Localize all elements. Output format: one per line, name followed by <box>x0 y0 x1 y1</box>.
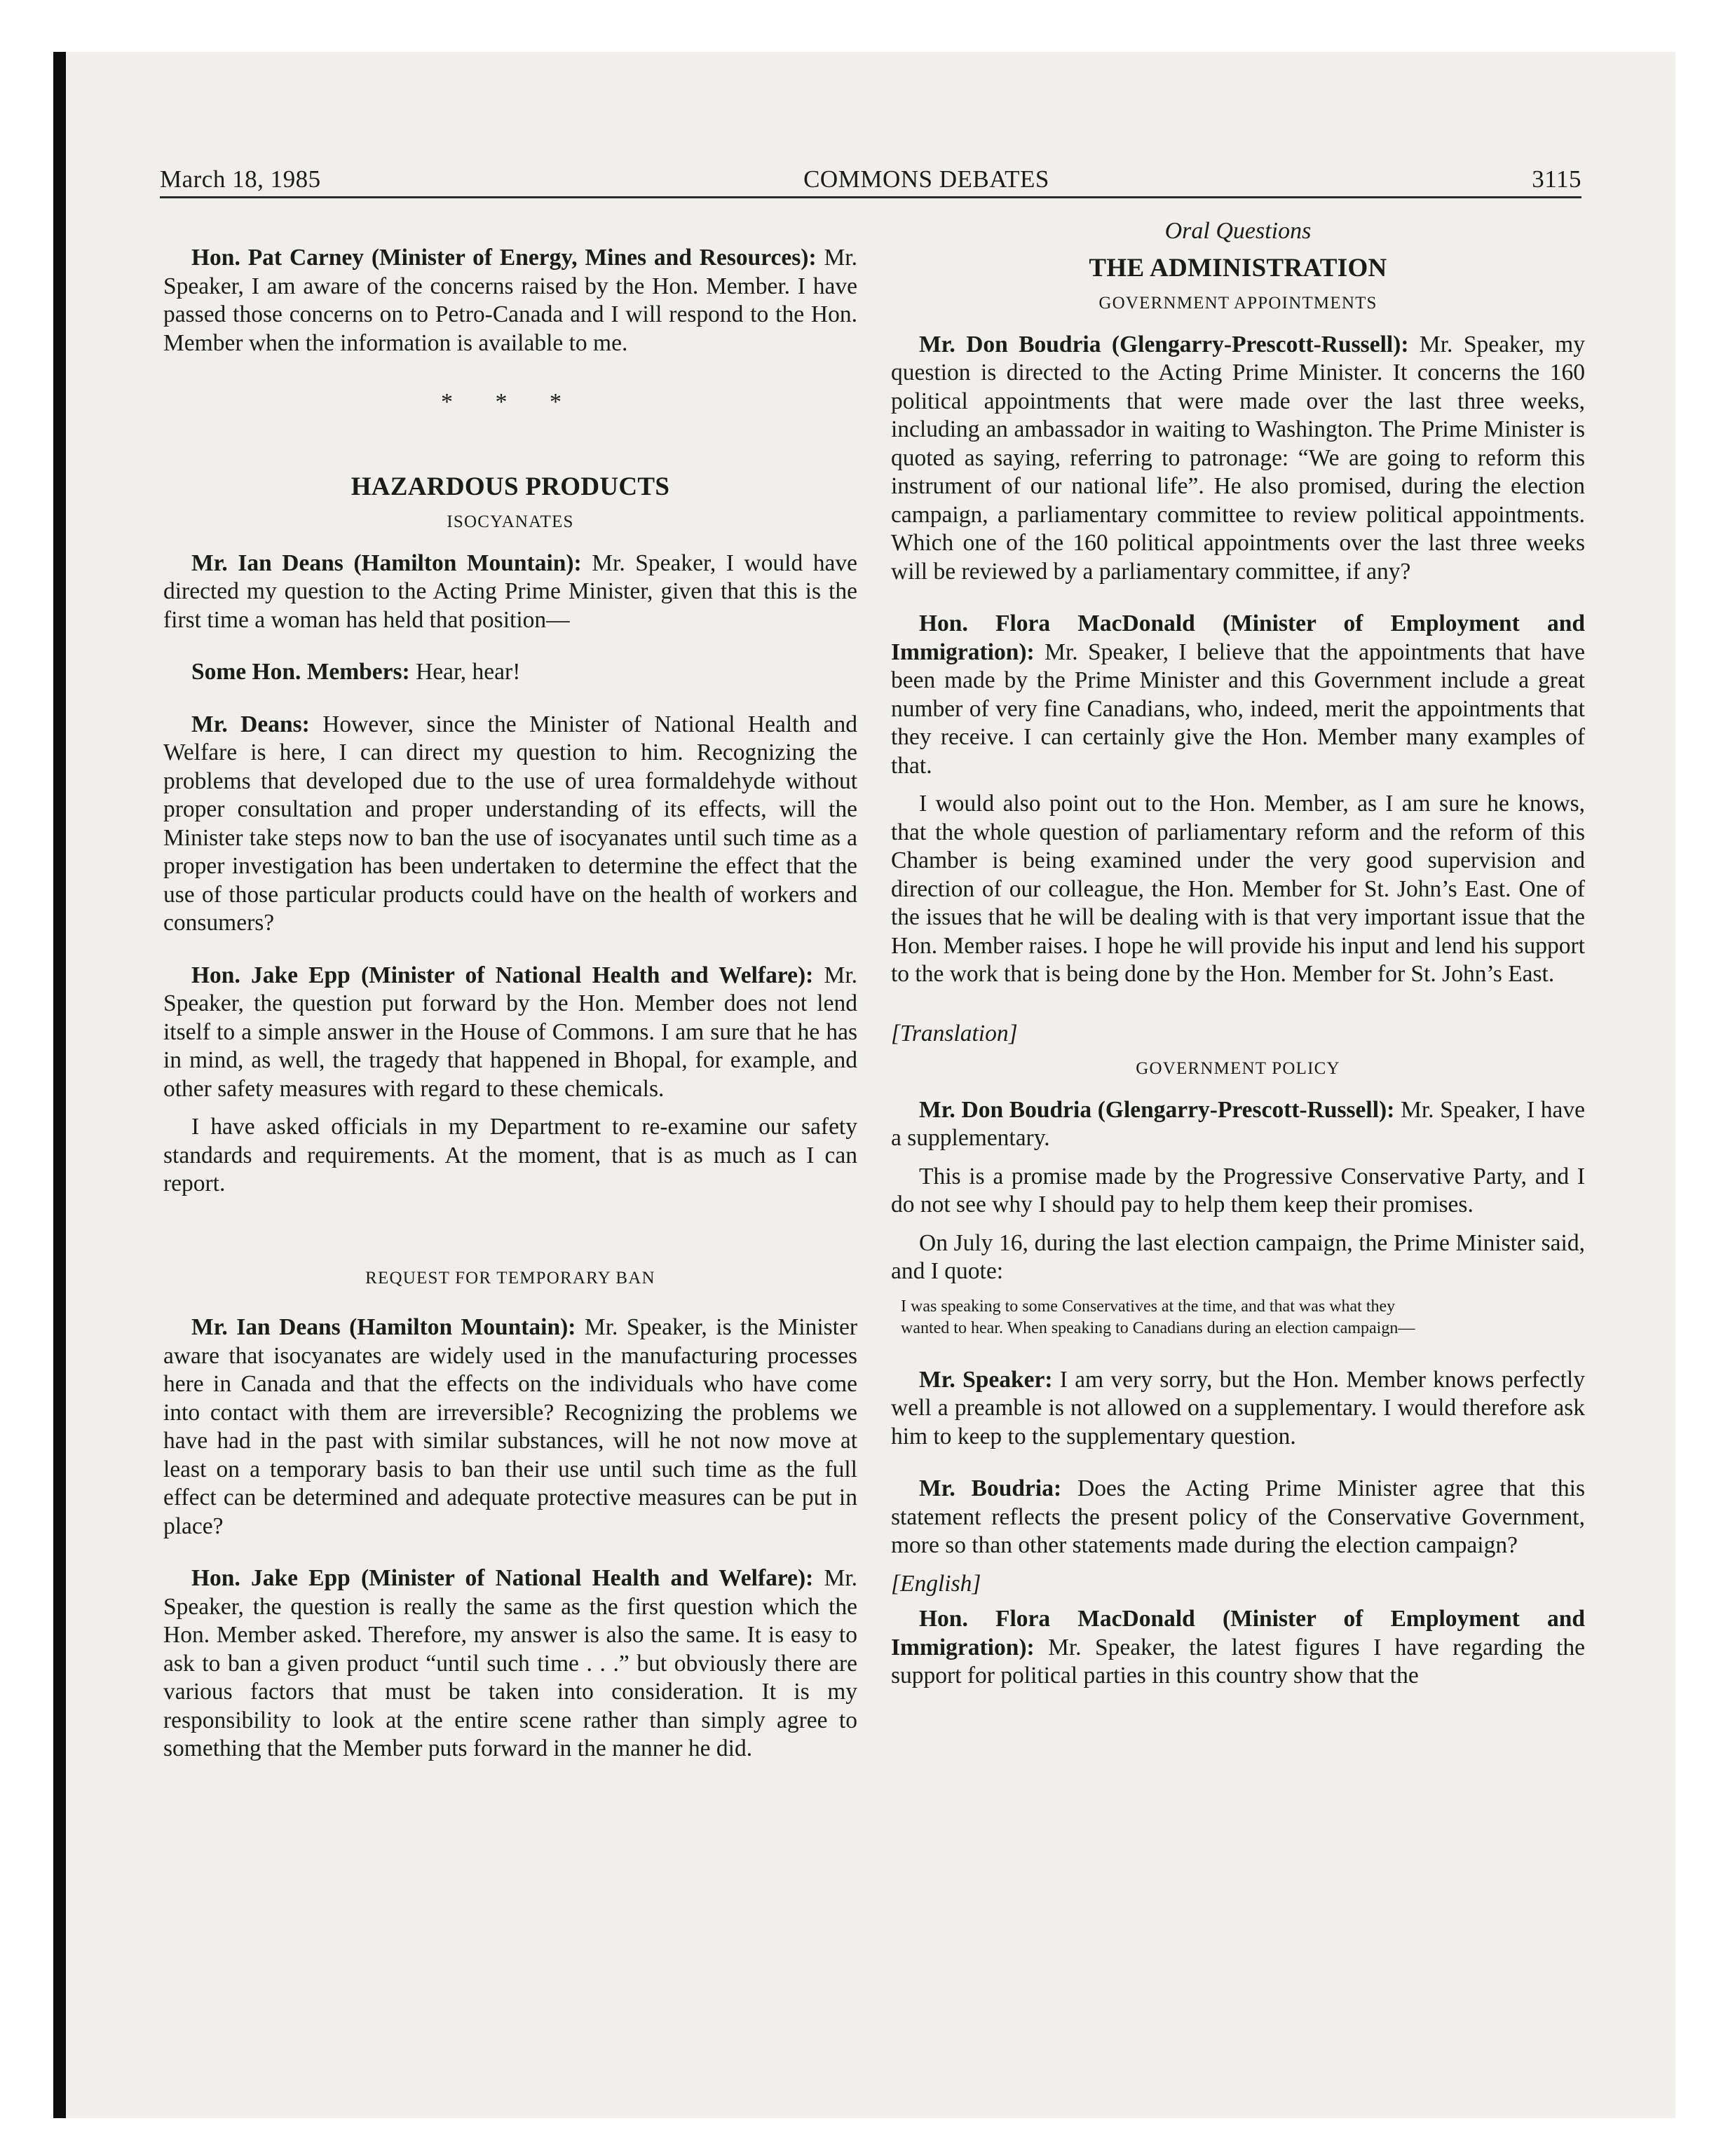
paragraph <box>891 1366 1585 1452</box>
speaker-name: Mr. Deans: <box>191 711 310 737</box>
paragraph <box>163 1314 857 1541</box>
speaker-name: Hon. Jake Epp (Minister of National Health and Welfare): <box>191 1565 814 1591</box>
header-date: March 18, 1985 <box>160 165 321 193</box>
paragraph: This is a promise made by the Progressive Conservative Party, and I do not see why I should pay to help them keep their promises. <box>891 1163 1585 1217</box>
speaker-name: Hon. Flora MacDonald (Minister of Employment and Immigration): <box>891 610 1585 665</box>
speaker-name: Mr. Don Boudria (Glengarry-Prescott-Russell): <box>919 331 1409 357</box>
paragraph <box>163 962 857 1104</box>
paragraph <box>163 1564 857 1763</box>
paragraph <box>891 331 1585 587</box>
paragraph: I have asked officials in my Department to re-examine our safety standards and requirements. At the moment, that is as much as I can report. <box>163 1114 857 1196</box>
paragraph <box>163 658 857 687</box>
speech-text: Does the Acting Prime Minister agree that this statement reflects the present policy of the Conservative Government, more so than other statements made during the election campaign? <box>891 1475 1585 1558</box>
speech-text: Hear, hear! <box>409 659 521 685</box>
header-title: COMMONS DEBATES <box>803 165 1049 193</box>
speaker-name: Hon. Pat Carney (Minister of Energy, Mines and Resources): <box>191 245 817 271</box>
header-page-number: 3115 <box>1532 165 1581 193</box>
speech-text: Mr. Speaker, the question put forward by the Hon. Member does not lend itself to a simple answer in the House of Commons. I am sure that he has in mind, as well, the tragedy that happened in Bhopal, for example, and other safety measures with regard to these chemicals. <box>163 962 857 1102</box>
running-header <box>160 161 1581 198</box>
speech-text: Mr. Speaker, I have a supplementary. <box>891 1096 1585 1151</box>
speaker-name: Hon. Jake Epp (Minister of National Health and Welfare): <box>191 962 814 988</box>
speaker-name: Mr. Don Boudria (Glengarry-Prescott-Russell): <box>919 1096 1395 1123</box>
paragraph <box>891 1096 1585 1153</box>
paragraph <box>163 711 857 938</box>
speech-text: Mr. Speaker, I believe that the appointments that have been made by the Prime Minister and this Government include a great number of very fine Canadians, who, indeed, merit the appointments that they receive. I can certainly give the Hon. Member many examples of that. <box>891 639 1585 779</box>
right-column <box>891 203 1585 1714</box>
paragraph: On July 16, during the last election campaign, the Prime Minister said, and I quote: <box>891 1229 1585 1284</box>
speaker-name: Mr. Ian Deans (Hamilton Mountain): <box>191 1314 576 1340</box>
subheading: GOVERNMENT POLICY <box>1136 1059 1340 1078</box>
section-heading: THE ADMINISTRATION <box>1089 253 1387 282</box>
quote-line: I was speaking to some Conservatives at the time, and that was what they <box>901 1297 1396 1316</box>
language-marker: [English] <box>891 1570 981 1597</box>
subheading: ISOCYANATES <box>447 512 574 531</box>
speaker-name: Mr. Boudria: <box>919 1475 1062 1501</box>
speech-text: Mr. Speaker, I would have directed my question to the Acting Prime Minister, given that this is the first time a woman has held that position— <box>163 550 857 633</box>
speaker-name: Mr. Ian Deans (Hamilton Mountain): <box>191 550 582 576</box>
paragraph <box>163 244 857 357</box>
speaker-name: Hon. Flora MacDonald (Minister of Employment and Immigration): <box>891 1606 1585 1660</box>
speech-text: I am very sorry, but the Hon. Member knows perfectly well a preamble is not allowed on a supplementary. I would therefore ask him to keep to the supplementary question. <box>891 1366 1585 1449</box>
paragraph <box>891 610 1585 780</box>
quotation <box>901 1296 1575 1339</box>
section-title: Oral Questions <box>1164 218 1312 244</box>
speech-text: Mr. Speaker, the question is really the same as the first question which the Hon. Member asked. Therefore, my answer is also the same. It is easy to ask to ban a given product “until such time . . .” but obviously there are various factors that must be taken into consideration. It is my responsibility to look at the entire scene rather than simply agree to something that the Member puts forward in the manner he did. <box>163 1565 857 1761</box>
speaker-name: Mr. Speaker: <box>919 1366 1053 1393</box>
scan-edge-bar <box>53 52 66 2118</box>
speech-text: Mr. Speaker, is the Minister aware that isocyanates are widely used in the manufacturing processes here in Canada and that the effects on the individuals who have come into contact with them are irreversible? Recognizing the problems we have had in the past with similar substances, will he not now move at least on a temporary basis to ban their use until such time as the full effect can be determined and adequate protective measures can be put in place? <box>163 1314 858 1539</box>
left-column <box>163 203 857 1787</box>
quote-line: wanted to hear. When speaking to Canadians during an election campaign— <box>901 1318 1415 1337</box>
language-marker: [Translation] <box>891 1020 1018 1046</box>
paragraph <box>891 1475 1585 1560</box>
subheading: GOVERNMENT APPOINTMENTS <box>1098 294 1377 313</box>
paragraph: I would also point out to the Hon. Member, as I am sure he knows, that the whole question of parliamentary reform and the reform of this Chamber is being examined under the very good supervision and direction of our colleague, the Hon. Member for St. John’s East. One of the issues that he will be dealing with is that very important issue that the Hon. Member raises. I hope he will provide his input and lend his support to the work that is being done by the Hon. Member for St. John’s East. <box>891 791 1585 987</box>
speech-text: Mr. Speaker, my question is directed to the Acting Prime Minister. It concerns the 160 political appointments that were made over the last three weeks, including an ambassador in waiting to Washington. The Prime Minister is quoted as saying, referring to patronage: “We are going to reform this instrument of our national life”. He also promised, during the election campaign, a parliamentary committee to review political appointments. Which one of the 160 political appointments over the last three weeks will be reviewed by a parliamentary committee, if any? <box>891 331 1585 585</box>
speaker-name: Some Hon. Members: <box>191 659 410 685</box>
speech-text: Mr. Speaker, the latest figures I have regarding the support for political parties in this country show that the <box>891 1634 1585 1688</box>
section-heading: HAZARDOUS PRODUCTS <box>351 472 670 501</box>
speech-text: However, since the Minister of National Health and Welfare is here, I can direct my question to him. Recognizing the problems that developed due to the use of urea formaldehyde without proper consultation and proper understanding of its effects, will the Minister take steps now to ban the use of isocyanates until such time as a proper investigation has been undertaken to determine the effect that the use of those particular products could have on the health of workers and consumers? <box>163 711 857 936</box>
subheading: REQUEST FOR TEMPORARY BAN <box>365 1268 655 1288</box>
section-separator: * * * <box>441 389 580 415</box>
speech-text: Mr. Speaker, I am aware of the concerns raised by the Hon. Member. I have passed those concerns on to Petro-Canada and I will respond to the Hon. Member when the information is available to me. <box>163 245 857 356</box>
paragraph <box>163 550 857 635</box>
paragraph <box>891 1605 1585 1691</box>
